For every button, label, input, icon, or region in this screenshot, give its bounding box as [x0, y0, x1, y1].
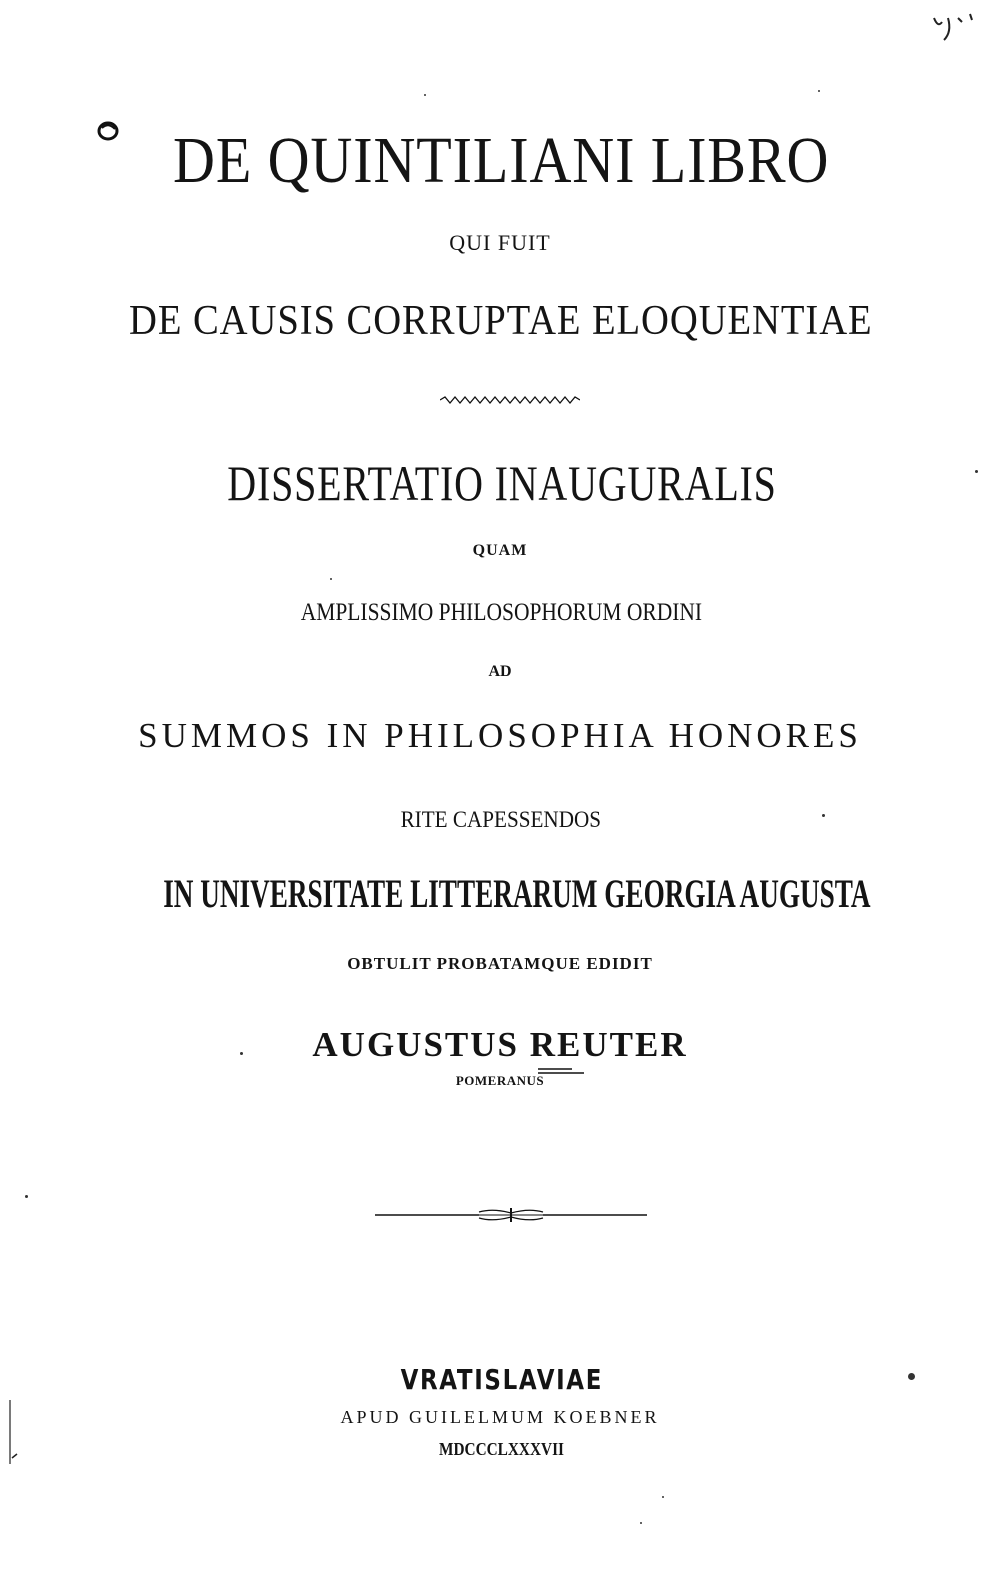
scan-speck — [424, 94, 426, 96]
scan-speck — [975, 470, 978, 473]
author-name: AUGUSTUS REUTER — [312, 1025, 688, 1064]
scan-speck — [330, 578, 332, 580]
divider-rule-ornament — [375, 1206, 647, 1229]
author-origin: POMERANUS — [455, 1073, 545, 1088]
subtitle: DE CAUSIS CORRUPTAE ELOQUENTIAE — [129, 298, 873, 344]
scan-speck — [640, 1522, 642, 1524]
main-title: DE QUINTILIANI LIBRO — [173, 124, 830, 197]
dissertation-heading: DISSERTATIO INAUGURALIS — [227, 455, 777, 511]
scan-speck — [822, 814, 825, 817]
scan-speck — [25, 1195, 28, 1198]
qui-fuit-line: QUI FUIT — [449, 230, 551, 255]
imprint-publisher: APUD GUILELMUM KOEBNER — [340, 1407, 660, 1427]
ordini-line: AMPLISSIMO PHILOSOPHORUM ORDINI — [300, 599, 703, 626]
handwritten-corner-mark — [930, 8, 990, 47]
imprint-city: VRATISLAVIAE — [400, 1363, 604, 1396]
university-line: IN UNIVERSITATE LITTERARUM GEORGIA AUGUSTA — [163, 871, 871, 916]
scan-speck — [908, 1373, 915, 1380]
imprint-year: MDCCCLXXXVII — [439, 1439, 564, 1459]
quam-line: QUAM — [472, 542, 528, 559]
margin-tick-mark — [6, 1398, 20, 1473]
scan-speck — [240, 1052, 243, 1055]
wavy-rule-ornament — [440, 392, 580, 410]
ad-line: AD — [488, 663, 512, 680]
capessendos-line: RITE CAPESSENDOS — [400, 807, 602, 832]
honores-line: SUMMOS IN PHILOSOPHIA HONORES — [138, 716, 862, 755]
obtulit-line: OBTULIT PROBATAMQUE EDIDIT — [347, 954, 653, 973]
scan-speck — [818, 90, 820, 92]
scan-speck — [662, 1496, 664, 1498]
